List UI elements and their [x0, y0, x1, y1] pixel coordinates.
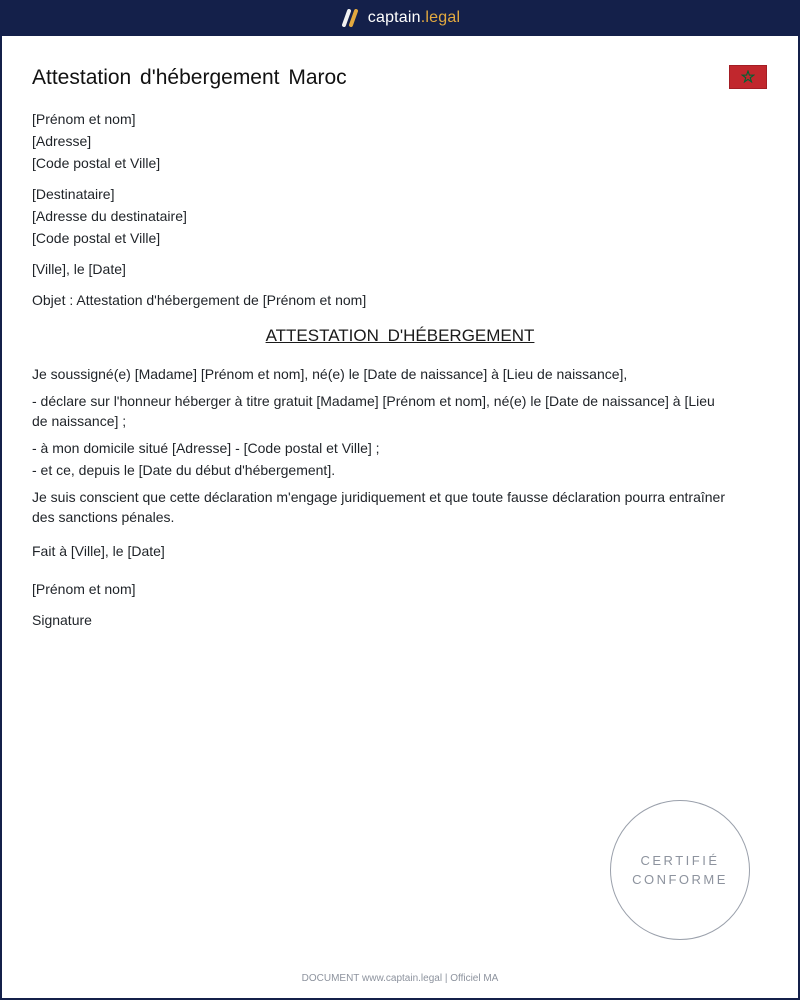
paragraph-declarant: Je soussigné(e) [Madame] [Prénom et nom], né(e) le [Date de naissance] à [Lieu de naissance],	[32, 366, 628, 382]
paragraph-legal-notice: Je suis conscient que cette déclaration m'engage juridiquement et que toute fausse déclaration pourra entraîner des sanctions pénales.	[32, 489, 725, 525]
document-title: Attestation d'hébergement Maroc	[32, 66, 347, 89]
recipient-name: [Destinataire]	[32, 186, 115, 202]
signature-label: Signature	[32, 612, 92, 628]
document-page	[2, 36, 798, 998]
sender-block	[32, 108, 160, 174]
footer-text: DOCUMENT www.captain.legal | Officiel MA	[301, 973, 499, 984]
recipient-address: [Adresse du destinataire]	[32, 208, 187, 224]
sender-address: [Adresse]	[32, 133, 92, 149]
paragraph-since: - et ce, depuis le [Date du début d'hébergement].	[32, 462, 336, 478]
paragraph-declaration: - déclare sur l'honneur héberger à titre gratuit [Madame] [Prénom et nom], né(e) le [Date de naissance] à [Lieu de naissance] ;	[32, 393, 715, 429]
brand-name: captain.legal	[367, 9, 461, 26]
recipient-city: [Code postal et Ville]	[32, 230, 161, 246]
signer-name: [Prénom et nom]	[32, 581, 136, 597]
morocco-flag-icon	[729, 65, 767, 89]
place-date: [Ville], le [Date]	[32, 261, 126, 277]
captain-logo-icon	[340, 9, 360, 27]
recipient-block	[32, 183, 187, 249]
done-at: Fait à [Ville], le [Date]	[32, 543, 165, 559]
certified-stamp	[610, 800, 750, 940]
sender-name: [Prénom et nom]	[32, 111, 136, 127]
brand[interactable]	[340, 9, 460, 27]
stamp-line-1: CERTIFIÉ	[640, 853, 720, 868]
sender-city: [Code postal et Ville]	[32, 155, 161, 171]
top-bar	[0, 0, 800, 36]
paragraph-address: - à mon domicile situé [Adresse] - [Code postal et Ville] ;	[32, 440, 380, 456]
subject-line: Objet : Attestation d'hébergement de [Prénom et nom]	[32, 292, 367, 308]
document-heading: ATTESTATION D'HÉBERGEMENT	[265, 326, 535, 345]
stamp-line-2: CONFORME	[632, 872, 728, 887]
